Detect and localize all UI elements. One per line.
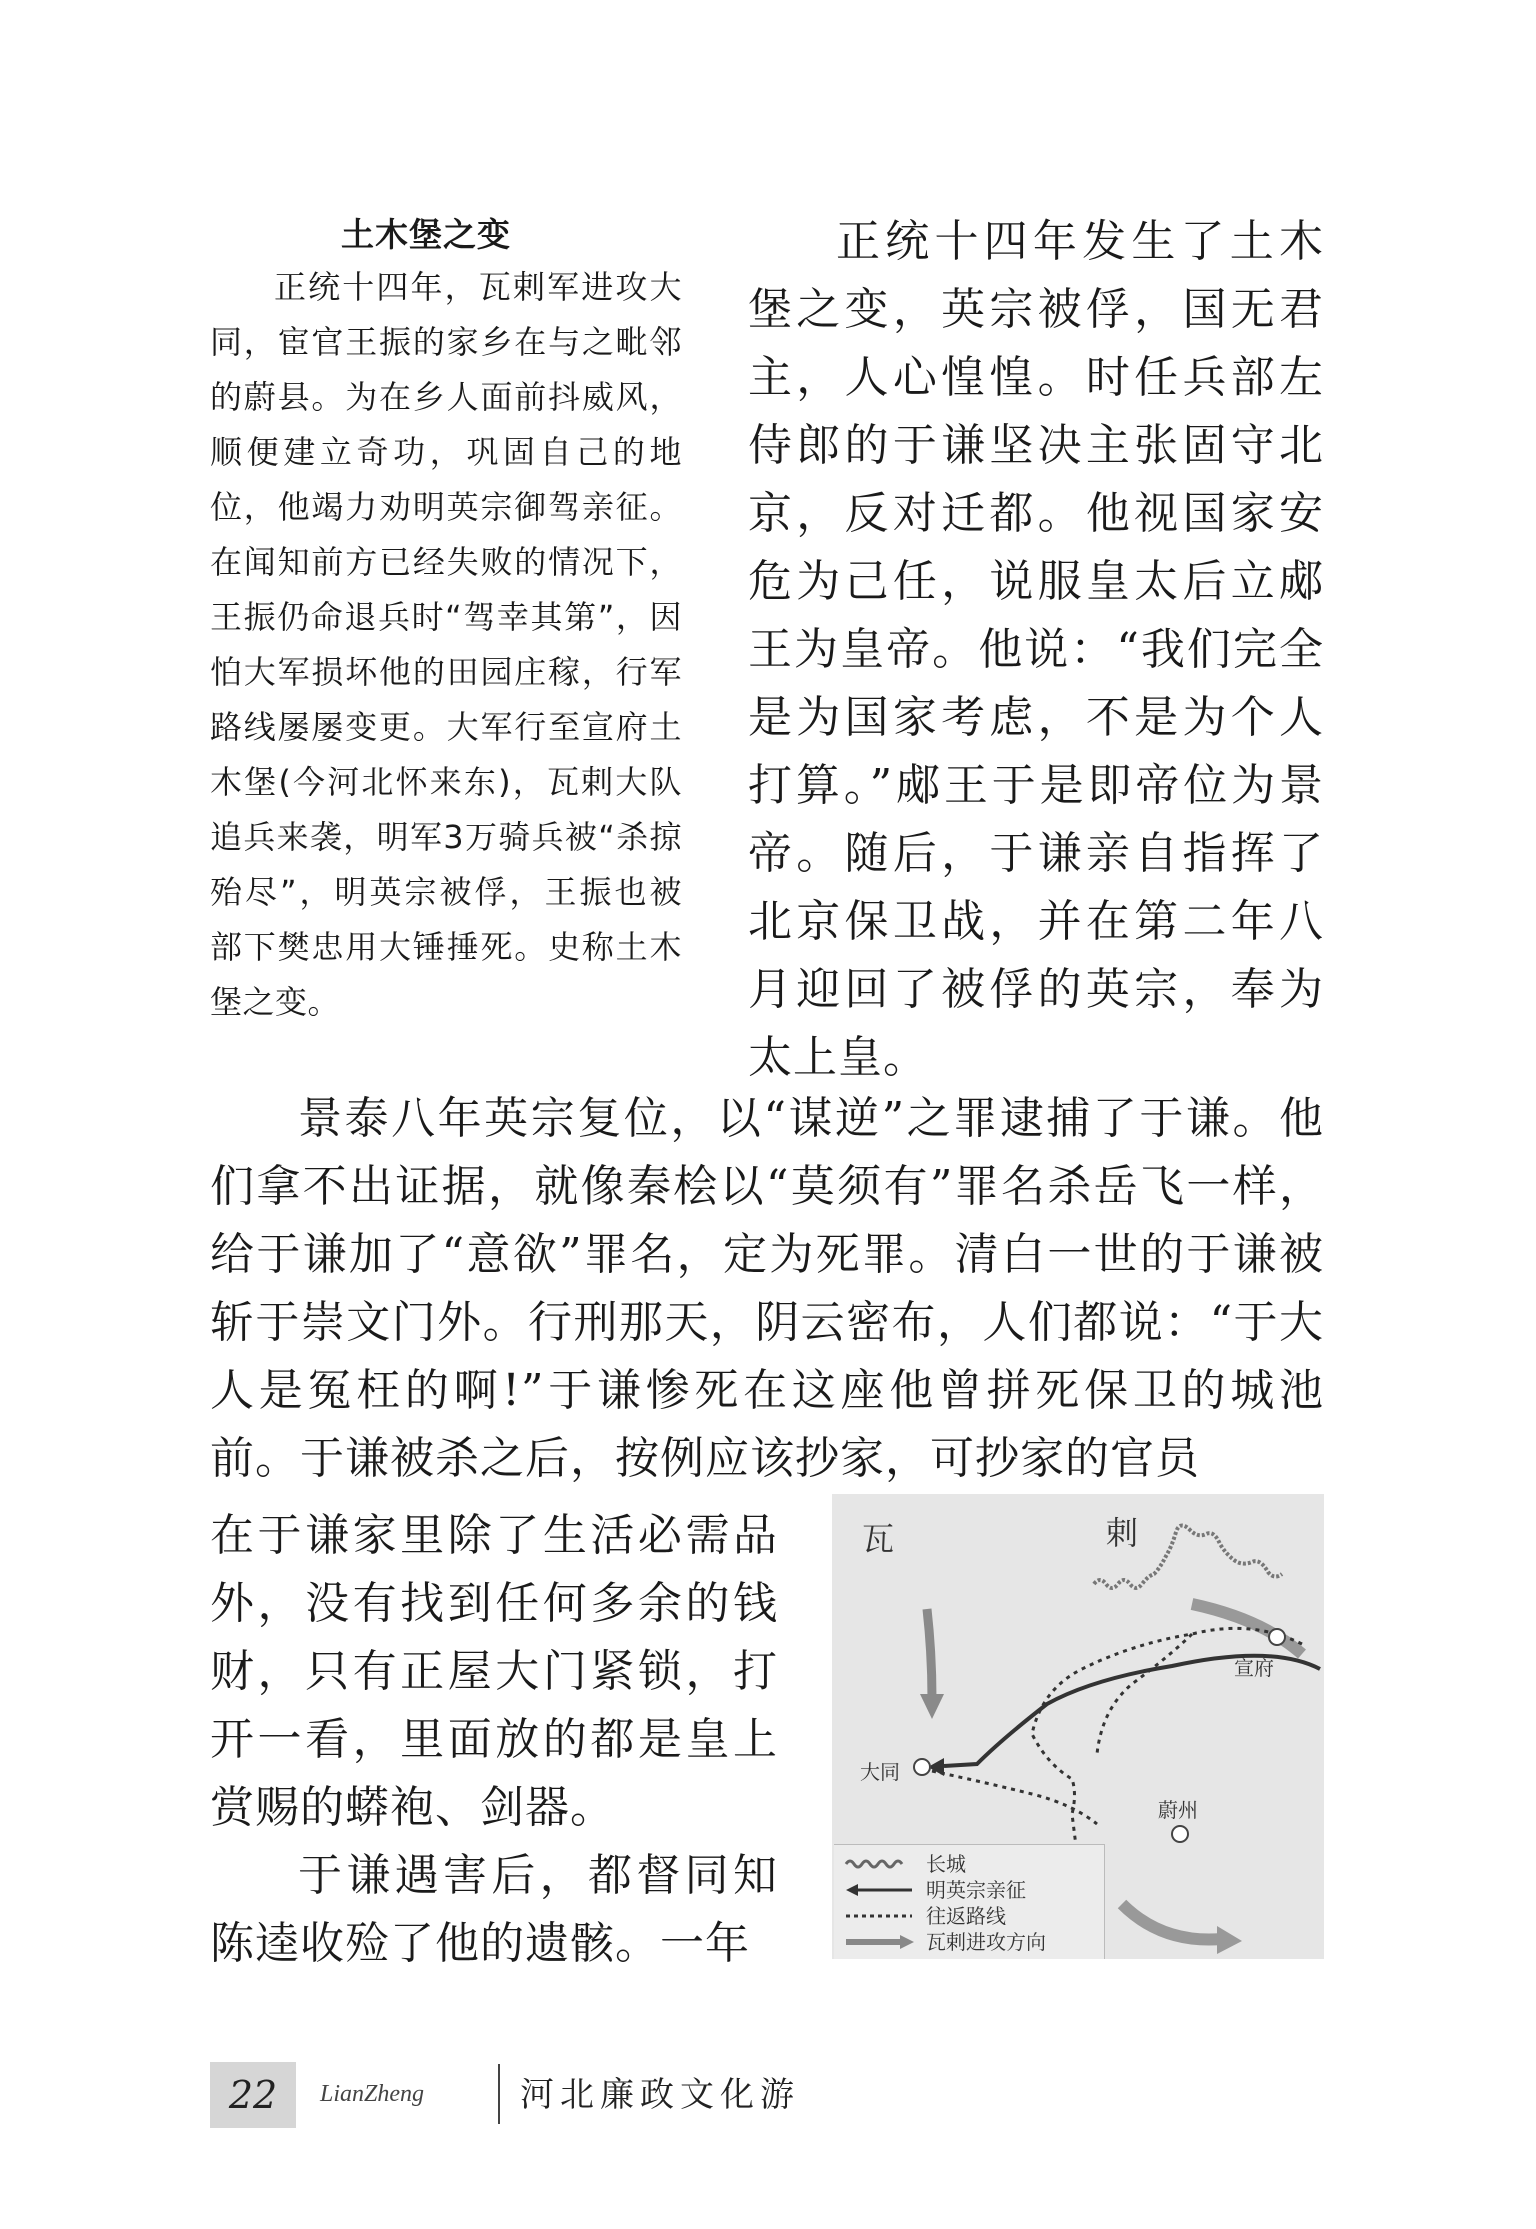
wara-attack-arrow-north xyxy=(927,1609,932,1699)
footer-script-logo: LianZheng xyxy=(320,2081,425,2107)
left-column xyxy=(210,1502,778,1978)
city-label-datong: 大同 xyxy=(860,1760,900,1784)
wara-attack-arrow-south xyxy=(1122,1904,1222,1940)
paragraph-2: 景泰八年英宗复位，以“谋逆”之罪逮捕了于谦。他们拿不出证据，就像秦桧以“莫须有”罪名杀岳飞一样，给于谦加了“意欲”罪名，定为死罪。清白一世的于谦被斩于崇文门外。行刑那天，阴云密布，人们都说：“于大人是冤枉的啊!”于谦惨死在这座他曾拼死保卫的城池前。于谦被杀之后，按例应该抄家，可抄家的官员 xyxy=(210,1093,1324,1484)
paragraph-2-continued: 在于谦家里除了生活必需品外，没有找到任何多余的钱财，只有正屋大门紧锁，打开一看，里面放的都是皇上赏赐的蟒袍、剑器。 xyxy=(210,1510,778,1833)
legend-item-campaign: 明英宗亲征 xyxy=(844,1877,1104,1903)
map-label-wa: 瓦 xyxy=(862,1520,895,1558)
sidebar-body: 正统十四年，瓦剌军进攻大同，宦官王振的家乡在与之毗邻的蔚县。为在乡人面前抖威风，顺便建立奇功，巩固自己的地位，他竭力劝明英宗御驾亲征。在闻知前方已经失败的情况下，王振仍命退兵时“驾幸其第”，因怕大军损坏他的田园庄稼，行军路线屡屡变更。大军行至宣府土木堡(今河北怀来东)，瓦剌大队追兵来袭，明军3万骑兵被“杀掠殆尽”，明英宗被俘，王振也被部下樊忠用大锤捶死。史称土木堡之变。 xyxy=(210,268,682,1021)
legend-item-return-route: 往返路线 xyxy=(844,1903,1104,1929)
great-wall-legend-icon xyxy=(844,1857,914,1871)
campaign-legend-icon xyxy=(844,1883,914,1897)
legend-item-great-wall: 长城 xyxy=(844,1851,1104,1877)
city-label-xuanfu: 宣府 xyxy=(1234,1656,1274,1680)
book-title: 河北廉政文化游 xyxy=(520,2075,800,2115)
wara-attack-arrowhead-north xyxy=(920,1694,944,1719)
footer-divider xyxy=(498,2064,500,2124)
page-number: 22 xyxy=(228,2073,278,2117)
paragraph-3: 于谦遇害后，都督同知陈逵收殓了他的遗骸。一年 xyxy=(210,1850,778,1969)
page-footer xyxy=(210,2062,910,2128)
legend-item-wara-attack: 瓦剌进攻方向 xyxy=(844,1929,1104,1955)
sidebar-title: 土木堡之变 xyxy=(341,215,511,254)
city-marker-yuzhou xyxy=(1172,1826,1188,1842)
return-route-line-2 xyxy=(932,1771,1097,1824)
wara-attack-legend-icon xyxy=(844,1935,914,1949)
sidebar-box xyxy=(210,212,682,1030)
city-marker-xuanfu xyxy=(1269,1629,1285,1645)
map-legend xyxy=(834,1844,1105,1959)
city-label-yuzhou: 蔚州 xyxy=(1158,1798,1198,1822)
route-map xyxy=(832,1494,1324,1959)
return-route-line-3 xyxy=(1097,1634,1192,1754)
city-marker-datong xyxy=(914,1759,930,1775)
wara-attack-arrowhead-south xyxy=(1217,1926,1242,1954)
paragraph-1: 正统十四年发生了土木堡之变，英宗被俘，国无君主，人心惶惶。时任兵部左侍郎的于谦坚决主张固守北京，反对迁都。他视国家安危为己任，说服皇太后立郕王为皇帝。他说：“我们完全是为国家考虑，不是为个人打算。”郕王于是即帝位为景帝。随后，于谦亲自指挥了北京保卫战，并在第二年八月迎回了被俘的英宗，奉为太上皇。 xyxy=(748,216,1324,1083)
map-label-la: 剌 xyxy=(1106,1514,1139,1552)
return-route-legend-icon xyxy=(844,1909,914,1923)
